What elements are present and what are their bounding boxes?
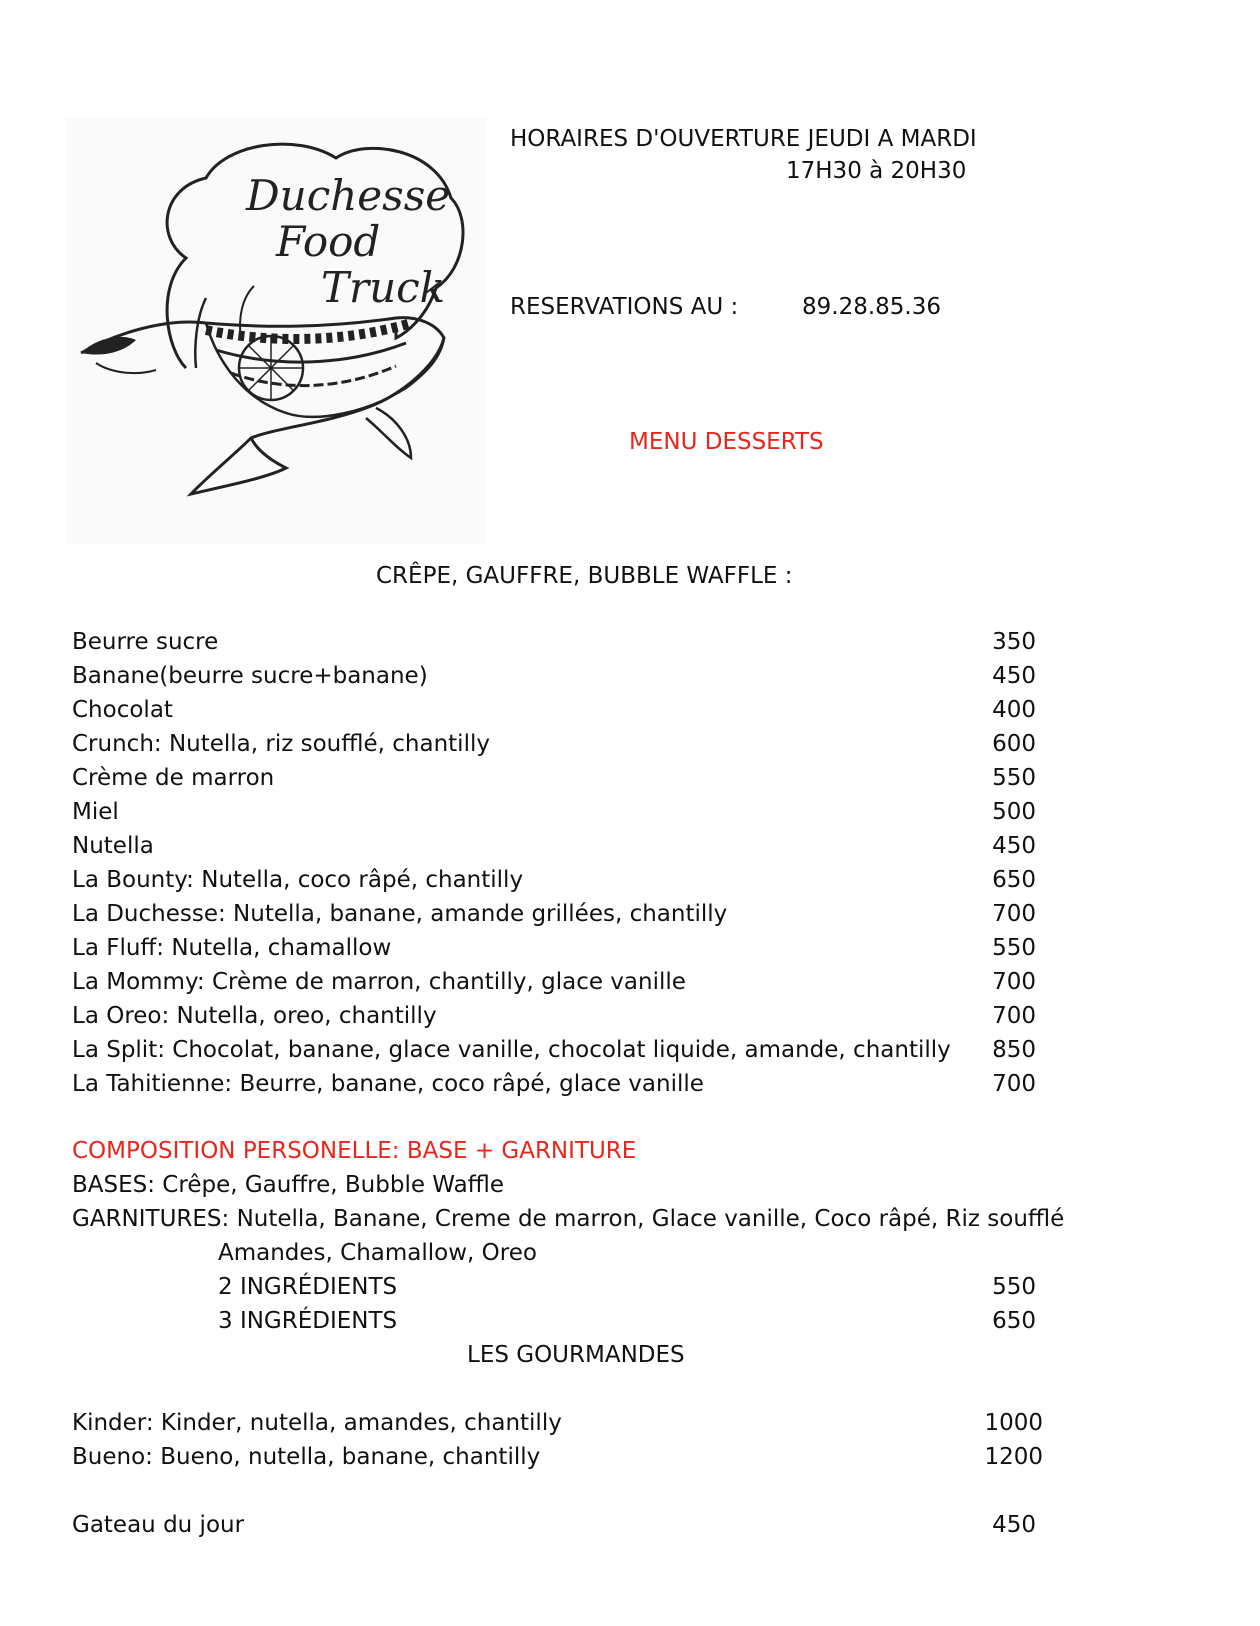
- menu-item-price: 700: [992, 1003, 1036, 1029]
- composition-option-price: 650: [992, 1308, 1036, 1334]
- logo-text-truck: Truck: [321, 263, 446, 312]
- gourmandes-heading: LES GOURMANDES: [467, 1342, 685, 1368]
- menu-item-price: 700: [992, 1071, 1036, 1097]
- menu-item-name: Crunch: Nutella, riz soufflé, chantilly: [72, 731, 490, 757]
- opening-hours-time: 17H30 à 20H30: [786, 158, 967, 184]
- composition-garnitures: GARNITURES: Nutella, Banane, Creme de marron, Glace vanille, Coco râpé, Riz soufflé: [72, 1206, 1065, 1232]
- composition-bases: BASES: Crêpe, Gauffre, Bubble Waffle: [72, 1172, 505, 1198]
- logo-duchesse-food-truck: [66, 118, 486, 544]
- reservation-label: RESERVATIONS AU :: [510, 294, 739, 320]
- menu-item-name: La Fluff: Nutella, chamallow: [72, 935, 392, 961]
- composition-option-price: 550: [992, 1274, 1036, 1300]
- menu-item-name: La Split: Chocolat, banane, glace vanille, chocolat liquide, amande, chantilly: [72, 1037, 951, 1063]
- menu-item-price: 550: [992, 765, 1036, 791]
- menu-item-price: 700: [992, 969, 1036, 995]
- logo-text-food: Food: [276, 217, 381, 266]
- menu-item-price: 550: [992, 935, 1036, 961]
- menu-item-name: Miel: [72, 799, 119, 825]
- menu-item-name: Beurre sucre: [72, 629, 219, 655]
- menu-item-price: 450: [992, 663, 1036, 689]
- menu-title: MENU DESSERTS: [629, 429, 824, 455]
- menu-item-price: 1000: [984, 1410, 1043, 1436]
- menu-item-name: Bueno: Bueno, nutella, banane, chantilly: [72, 1444, 541, 1470]
- menu-item-price: 350: [992, 629, 1036, 655]
- menu-item-name: Kinder: Kinder, nutella, amandes, chantilly: [72, 1410, 562, 1436]
- composition-option-name: 2 INGRÉDIENTS: [218, 1274, 398, 1300]
- menu-item-price: 700: [992, 901, 1036, 927]
- logo-text-duchesse: Duchesse: [246, 171, 451, 220]
- menu-item-price: 400: [992, 697, 1036, 723]
- reservation-phone: 89.28.85.36: [802, 294, 941, 320]
- composition-heading: COMPOSITION PERSONELLE: BASE + GARNITURE: [72, 1138, 637, 1164]
- menu-item-name: Crème de marron: [72, 765, 275, 791]
- menu-item-price: 450: [992, 1512, 1036, 1538]
- menu-item-price: 500: [992, 799, 1036, 825]
- menu-item-price: 600: [992, 731, 1036, 757]
- menu-item-name: La Bounty: Nutella, coco râpé, chantilly: [72, 867, 524, 893]
- menu-item-price: 650: [992, 867, 1036, 893]
- menu-item-name: Nutella: [72, 833, 154, 859]
- menu-item-name: La Oreo: Nutella, oreo, chantilly: [72, 1003, 437, 1029]
- menu-item-name: Banane(beurre sucre+banane): [72, 663, 428, 689]
- menu-item-price: 450: [992, 833, 1036, 859]
- composition-garnitures-continued: Amandes, Chamallow, Oreo: [218, 1240, 537, 1266]
- composition-option-name: 3 INGRÉDIENTS: [218, 1308, 398, 1334]
- menu-item-name: La Tahitienne: Beurre, banane, coco râpé, glace vanille: [72, 1071, 704, 1097]
- menu-item-name: La Mommy: Crème de marron, chantilly, glace vanille: [72, 969, 686, 995]
- menu-item-price: 1200: [984, 1444, 1043, 1470]
- menu-item-price: 850: [992, 1037, 1036, 1063]
- opening-hours-title: HORAIRES D'OUVERTURE JEUDI A MARDI: [510, 126, 977, 152]
- menu-item-name: Gateau du jour: [72, 1512, 245, 1538]
- section-heading-crepes: CRÊPE, GAUFFRE, BUBBLE WAFFLE :: [376, 563, 793, 589]
- menu-item-name: La Duchesse: Nutella, banane, amande grillées, chantilly: [72, 901, 728, 927]
- menu-item-name: Chocolat: [72, 697, 173, 723]
